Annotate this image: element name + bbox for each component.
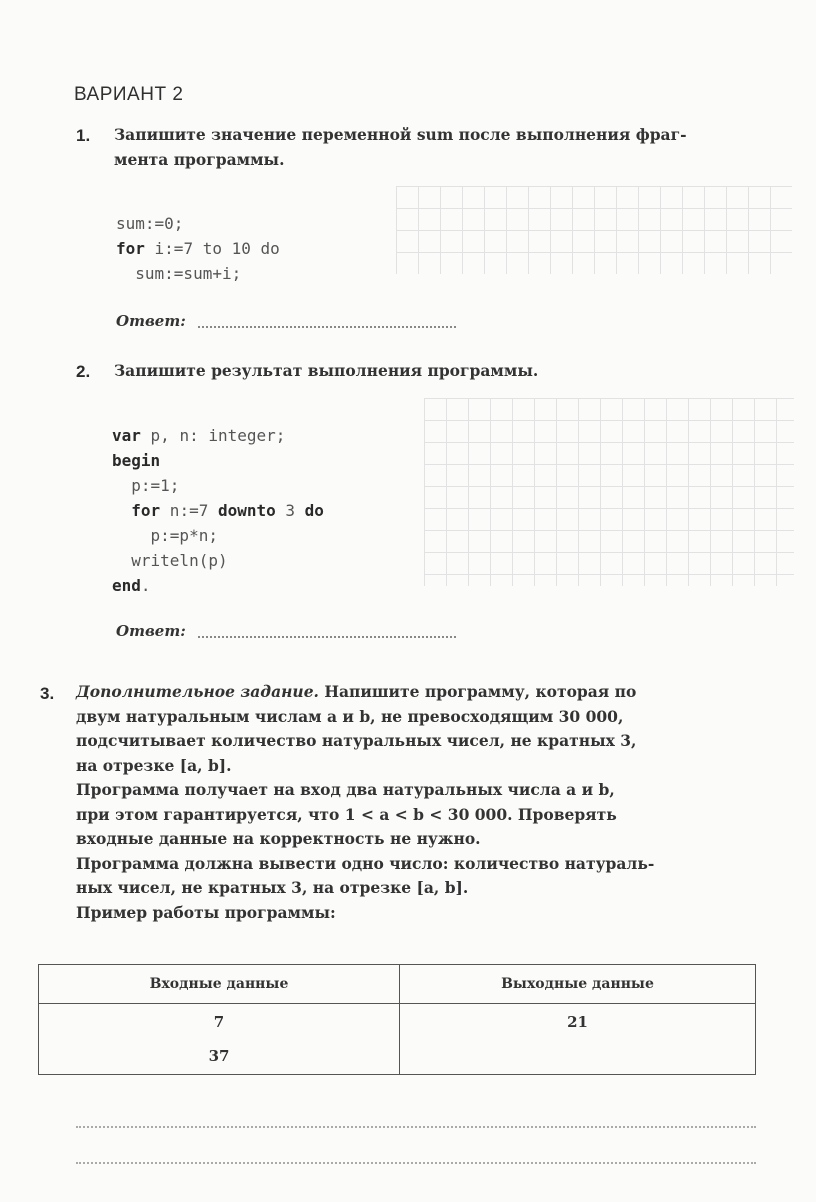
code-line <box>112 423 324 448</box>
question-3-number: 3. <box>40 684 55 703</box>
code-line: p:=p*n; <box>112 526 218 545</box>
input-value: 7 <box>213 1013 225 1031</box>
table-header-input: Входные данные <box>39 965 400 1004</box>
q3-line: подсчитывает количество натуральных чисел, не кратных 3, <box>76 731 637 750</box>
question-1-text <box>114 122 794 172</box>
q3-line: Программа получает на вход два натуральных числа a и b, <box>76 780 615 799</box>
code-line: p:=1; <box>112 476 180 495</box>
question-1-code <box>116 186 280 311</box>
code-keyword: end <box>112 576 141 595</box>
question-1-line-2: мента программы. <box>114 150 285 169</box>
answer-line[interactable] <box>76 1162 756 1164</box>
table-cell-input <box>39 1004 400 1075</box>
q3-line: входные данные на корректность не нужно. <box>76 829 481 848</box>
code-line <box>112 498 324 523</box>
question-1-answer-field[interactable] <box>198 326 456 328</box>
code-line: begin <box>112 451 161 470</box>
code-text: n:=7 <box>160 501 218 520</box>
code-text: . <box>140 576 151 595</box>
code-keyword: for <box>131 501 161 520</box>
variant-title: ВАРИАНТ 2 <box>74 84 184 105</box>
example-table <box>38 964 756 1075</box>
code-keyword: for <box>116 239 145 258</box>
code-line <box>112 573 324 598</box>
answer-line[interactable] <box>76 1126 756 1128</box>
code-line: sum:=0; <box>116 214 184 233</box>
table-header-output: Выходные данные <box>400 965 756 1004</box>
table-header-row <box>39 965 756 1004</box>
q3-line: Пример работы программы: <box>76 902 336 922</box>
table-cell-output <box>400 1004 756 1075</box>
q3-line: ных чисел, не кратных 3, на отрезке [a, b]. <box>76 878 469 897</box>
code-keyword: do <box>304 501 324 520</box>
code-keyword: downto <box>217 501 276 520</box>
q3-line <box>76 680 756 705</box>
table-row <box>39 1004 756 1075</box>
q3-line: при этом гарантируется, что 1 < a < b < 30 000. Проверять <box>76 804 617 824</box>
grid-area-2 <box>424 398 794 586</box>
question-3-text <box>76 680 756 925</box>
code-line: writeln(p) <box>112 551 228 570</box>
code-text: 3 <box>275 501 305 520</box>
code-text: p, n: integer; <box>140 426 286 445</box>
question-2-text: Запишите результат выполнения программы. <box>114 361 539 380</box>
question-1-line-1: Запишите значение переменной sum после выполнения фраг- <box>114 125 687 144</box>
q3-emphasis: Дополнительное задание. <box>76 682 319 701</box>
input-value: 37 <box>208 1047 230 1065</box>
question-2-code <box>112 398 324 623</box>
q3-span: Напишите программу, которая по <box>318 682 637 701</box>
q3-line: Программа должна вывести одно число: количество натураль- <box>76 853 655 873</box>
grid-area-1 <box>396 186 792 274</box>
output-value: 21 <box>567 1013 588 1031</box>
q3-line: двум натуральным числам a и b, не превосходящим 30 000, <box>76 706 624 726</box>
code-text: i:=7 to 10 do <box>144 239 280 258</box>
code-line <box>116 236 280 261</box>
question-2-answer-field[interactable] <box>198 636 456 638</box>
q3-line: на отрезке [a, b]. <box>76 755 232 775</box>
question-2-number: 2. <box>76 362 91 381</box>
question-2-answer-label: Ответ: <box>116 622 186 640</box>
question-1-answer-label: Ответ: <box>116 312 186 330</box>
question-1-number: 1. <box>76 126 91 145</box>
code-keyword: var <box>112 426 141 445</box>
code-line: sum:=sum+i; <box>116 264 242 283</box>
